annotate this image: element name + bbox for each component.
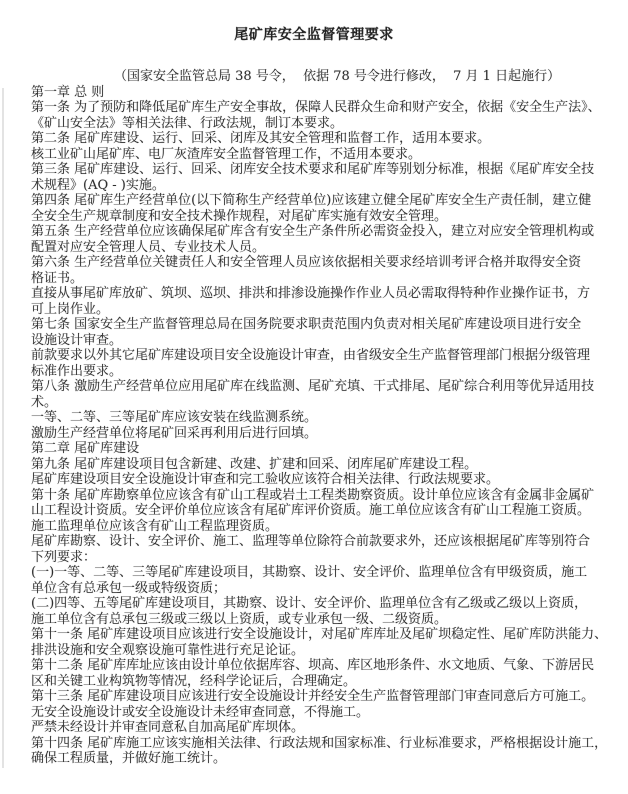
text-line: 区和关键工业构筑物等情况，经科学论证后，合理确定。	[31, 673, 357, 689]
text-line: 全安全生产规章制度和安全技术操作规程，对尾矿库实施有效安全管理。	[31, 208, 448, 224]
text-line: 标准作出要求。	[31, 363, 123, 379]
text-line: 第十三条 尾矿库建设项目应该进行安全设施设计并经安全生产监督管理部门审查同意后方可施工。	[31, 689, 595, 704]
text-line: 下列要求：	[31, 549, 97, 565]
text-line: 术规程》(AQ - )实施。	[31, 177, 165, 193]
text-line: 格证书。	[31, 270, 84, 286]
text-line: 直接从事尾矿库放矿、筑坝、巡坝、排洪和排渗设施操作作业人员必需取得特种作业操作证书，方	[31, 286, 591, 301]
text-line: 第十一条 尾矿库建设项目应该进行安全设施设计，对尾矿库库址及尾矿坝稳定性、尾矿库防洪能力、	[31, 627, 608, 642]
text-line: 施工监理单位应该含有矿山工程监理资质。	[31, 518, 279, 534]
text-line: 尾矿库建设项目安全设施设计审查和完工验收应该符合相关法律、行政法规要求。	[31, 472, 500, 487]
text-line: 尾矿库勘察、设计、安全评价、施工、监理等单位除符合前款要求外，还应该根据尾矿库等别符合	[31, 534, 591, 549]
text-line: 第一章 总 则	[31, 84, 105, 100]
text-line: 第四条 尾矿库生产经营单位(以下简称生产经营单位)应该建立健全尾矿库安全生产责任制，建立健	[31, 193, 592, 208]
text-line: 激励生产经营单位将尾矿回采再利用后进行回填。	[31, 425, 318, 441]
text-line: 严禁未经设计并审查同意私自加高尾矿库坝体。	[31, 720, 305, 735]
text-line: 可上岗作业。	[31, 301, 110, 317]
text-line: 配置对应安全管理人员、专业技术人员。	[31, 239, 266, 255]
text-line: （国家安全监管总局 38 号令， 依据 78 号令进行修改， 7 月 1 日起施行）	[114, 69, 561, 84]
text-line: (一)一等、二等、三等尾矿库建设项目，其勘察、设计、安全评价、监理单位含有甲级资质，施工	[31, 565, 588, 580]
text-line: 第十二条 尾矿库库址应该由设计单位依据库容、坝高、库区地形条件、水文地质、气象、下游居民	[31, 658, 595, 673]
text-line: 核工业矿山尾矿库、电厂灰渣库安全监督管理工作，不适用本要求。	[31, 146, 422, 162]
text-line: 术。	[31, 394, 58, 410]
text-line: 前款要求以外其它尾矿库建设项目安全设施设计审查，由省级安全生产监督管理部门根据分级管理	[31, 348, 591, 363]
document-body	[0, 69, 628, 767]
text-line: 第八条 激励生产经营单位应用尾矿库在线监测、尾矿充填、干式排尾、尾矿综合利用等优异适用技	[31, 379, 595, 394]
text-line: 第十条 尾矿库勘察单位应该含有矿山工程或岩土工程类勘察资质。设计单位应该含有金属非金属矿	[31, 487, 595, 503]
scan-artifact-line	[2, 88, 4, 768]
text-line: 第二条 尾矿库建设、运行、回采、闭库及其安全管理和监督工作，适用本要求。	[31, 131, 491, 146]
text-line: 无安全设施设计或安全设施设计未经审查同意，不得施工。	[31, 704, 370, 720]
text-line: 第三条 尾矿库建设、运行、回采、闭库安全技术要求和尾矿库等别划分标准，根据《尾矿库安全技	[31, 162, 595, 177]
text-line: 第九条 尾矿库建设项目包含新建、改建、扩建和回采、闭库尾矿库建设工程。	[31, 456, 478, 472]
text-line: 一等、二等、三等尾矿库应该安装在线监测系统。	[31, 410, 318, 425]
text-line: 第六条 生产经营单位关键责任人和安全管理人员应该依据相关要求经培训考评合格并取得安全资	[31, 255, 582, 270]
text-line: 排洪设施和安全观察设施可靠性进行充足论证。	[31, 642, 305, 658]
document-title: 尾矿库安全监督管理要求	[234, 27, 394, 43]
text-line: 施工单位含有总承包三级或三级以上资质，或专业承包一级、二级资质。	[31, 611, 448, 627]
text-line: 确保工程质量，并做好施工统计。	[31, 751, 227, 766]
text-line: 第一条 为了预防和降低尾矿库生产安全事故，保障人民群众生命和财产安全，依据《安全生产法》、	[31, 100, 601, 115]
text-line: 第七条 国家安全生产监督管理总局在国务院要求职责范围内负责对相关尾矿库建设项目进行安全	[31, 317, 582, 332]
text-line: 山工程设计资质。安全评价单位应该含有尾矿库评价资质。施工单位应该含有矿山工程施工资质。	[31, 503, 591, 518]
text-line: 《矿山安全法》等相关法律、行政法规，制订本要求。	[31, 115, 344, 131]
text-line: 设施设计审查。	[31, 332, 123, 348]
text-line: 单位含有总承包一级或特级资质；	[31, 580, 227, 596]
text-line: 第二章 尾矿库建设	[31, 441, 140, 456]
text-line: 第五条 生产经营单位应该确保尾矿库含有安全生产条件所必需资金投入，建立对应安全管理机构或	[31, 224, 595, 239]
text-line: 第十四条 尾矿库施工应该实施相关法律、行政法规和国家标准、行业标准要求，严格根据设计施工，	[31, 735, 608, 751]
text-line: (二)四等、五等尾矿库建设项目，其勘察、设计、安全评价、监理单位含有乙级或乙级以上资质，	[31, 596, 588, 611]
